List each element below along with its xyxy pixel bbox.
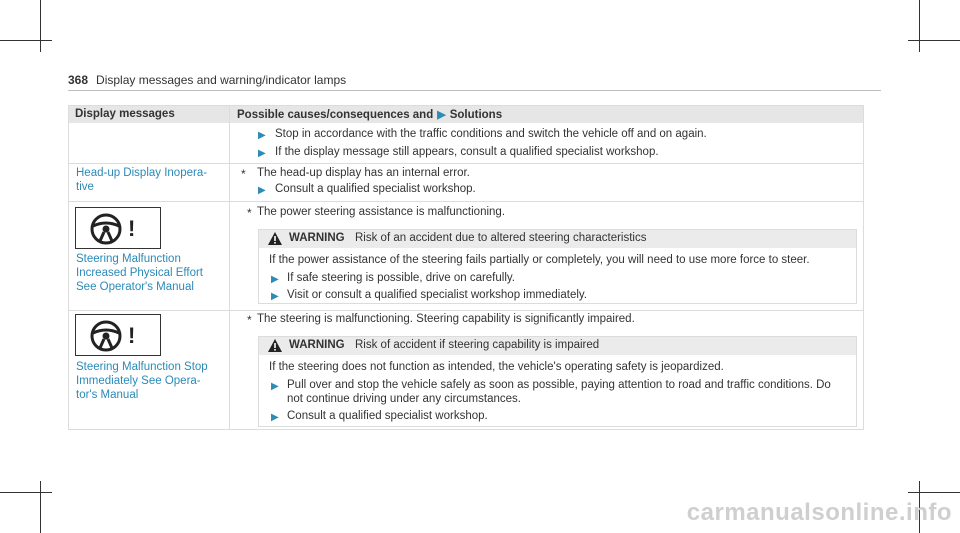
page-number: 368 xyxy=(68,73,89,87)
cause-text: The head-up display has an internal error. xyxy=(257,167,470,179)
cause-text: The steering is malfunctioning. Steering capability is significantly impaired. xyxy=(257,313,635,325)
warning-header xyxy=(259,337,856,355)
list-item: If safe steering is possible, drive on carefully. xyxy=(287,272,515,284)
row-divider xyxy=(69,163,863,164)
warning-title: Risk of accident if steering capability is impaired xyxy=(355,339,600,351)
display-message-steering-effort: Steering Malfunction xyxy=(76,253,181,265)
bullet-icon: ▶ xyxy=(271,381,279,392)
display-message-steering-stop: Immediately See Opera- xyxy=(76,375,201,387)
col-header-display-messages: Display messages xyxy=(75,108,175,120)
bullet-icon: ▶ xyxy=(271,412,279,423)
svg-text:!: ! xyxy=(128,323,136,348)
watermark: carmanualsonline.info xyxy=(686,499,952,526)
warning-label: WARNING xyxy=(289,339,345,351)
list-item: If the display message still appears, consult a qualified specialist workshop. xyxy=(275,146,659,158)
crop-mark xyxy=(908,492,960,493)
display-message-hud: tive xyxy=(76,181,94,193)
display-message-hud: Head-up Display Inopera- xyxy=(76,167,208,179)
footnote-marker: * xyxy=(241,167,246,181)
row-divider xyxy=(69,310,863,311)
section-title: Display messages and warning/indicator lamps xyxy=(96,73,347,87)
page-header xyxy=(68,73,346,87)
cause-text: The power steering assistance is malfunctioning. xyxy=(257,206,506,218)
crop-mark xyxy=(0,492,52,493)
col-header-causes: Possible causes/consequences and ▶ Solutions xyxy=(237,109,503,121)
display-message-steering-effort: See Operator's Manual xyxy=(76,281,194,293)
crop-mark xyxy=(919,0,920,52)
display-message-steering-stop: Steering Malfunction Stop xyxy=(76,361,208,373)
steering-wheel-warning-icon xyxy=(75,207,161,249)
list-item: not continue driving under any circumstances. xyxy=(287,393,521,405)
display-messages-table xyxy=(68,105,864,430)
display-message-steering-effort: Increased Physical Effort xyxy=(76,267,203,279)
bullet-icon: ▶ xyxy=(258,185,266,196)
list-item: Visit or consult a qualified specialist workshop immediately. xyxy=(287,289,587,301)
list-item: Consult a qualified specialist workshop. xyxy=(287,410,488,422)
crop-mark xyxy=(40,481,41,533)
header-rule xyxy=(68,90,881,91)
display-message-steering-stop: tor's Manual xyxy=(76,389,139,401)
bullet-icon: ▶ xyxy=(258,148,266,159)
list-item: Consult a qualified specialist workshop. xyxy=(275,183,476,195)
column-divider xyxy=(229,106,230,429)
list-item: Pull over and stop the vehicle safely as soon as possible, paying attention to road and traffic conditions. Do xyxy=(287,379,831,391)
row-divider xyxy=(69,201,863,202)
footnote-marker: * xyxy=(247,206,252,220)
crop-mark xyxy=(0,40,52,41)
crop-mark xyxy=(40,0,41,52)
list-item: Stop in accordance with the traffic conditions and switch the vehicle off and on again. xyxy=(275,128,707,140)
warning-title: Risk of an accident due to altered steering characteristics xyxy=(355,232,647,244)
warning-triangle-icon xyxy=(268,339,282,352)
warning-body: If the power assistance of the steering fails partially or completely, you will need to use more force to steer. xyxy=(269,254,810,266)
svg-text:!: ! xyxy=(128,216,136,241)
bullet-icon: ▶ xyxy=(271,274,279,285)
warning-box xyxy=(258,336,857,427)
bullet-icon: ▶ xyxy=(258,130,266,141)
solutions-arrow-icon: ▶ xyxy=(437,109,446,121)
steering-wheel-warning-icon xyxy=(75,314,161,356)
footnote-marker: * xyxy=(247,313,252,327)
warning-box xyxy=(258,229,857,304)
table-header xyxy=(69,106,863,123)
crop-mark xyxy=(908,40,960,41)
warning-body: If the steering does not function as intended, the vehicle's operating safety is jeopardized. xyxy=(269,361,724,373)
bullet-icon: ▶ xyxy=(271,291,279,302)
warning-label: WARNING xyxy=(289,232,345,244)
warning-header xyxy=(259,230,856,248)
warning-triangle-icon xyxy=(268,232,282,245)
